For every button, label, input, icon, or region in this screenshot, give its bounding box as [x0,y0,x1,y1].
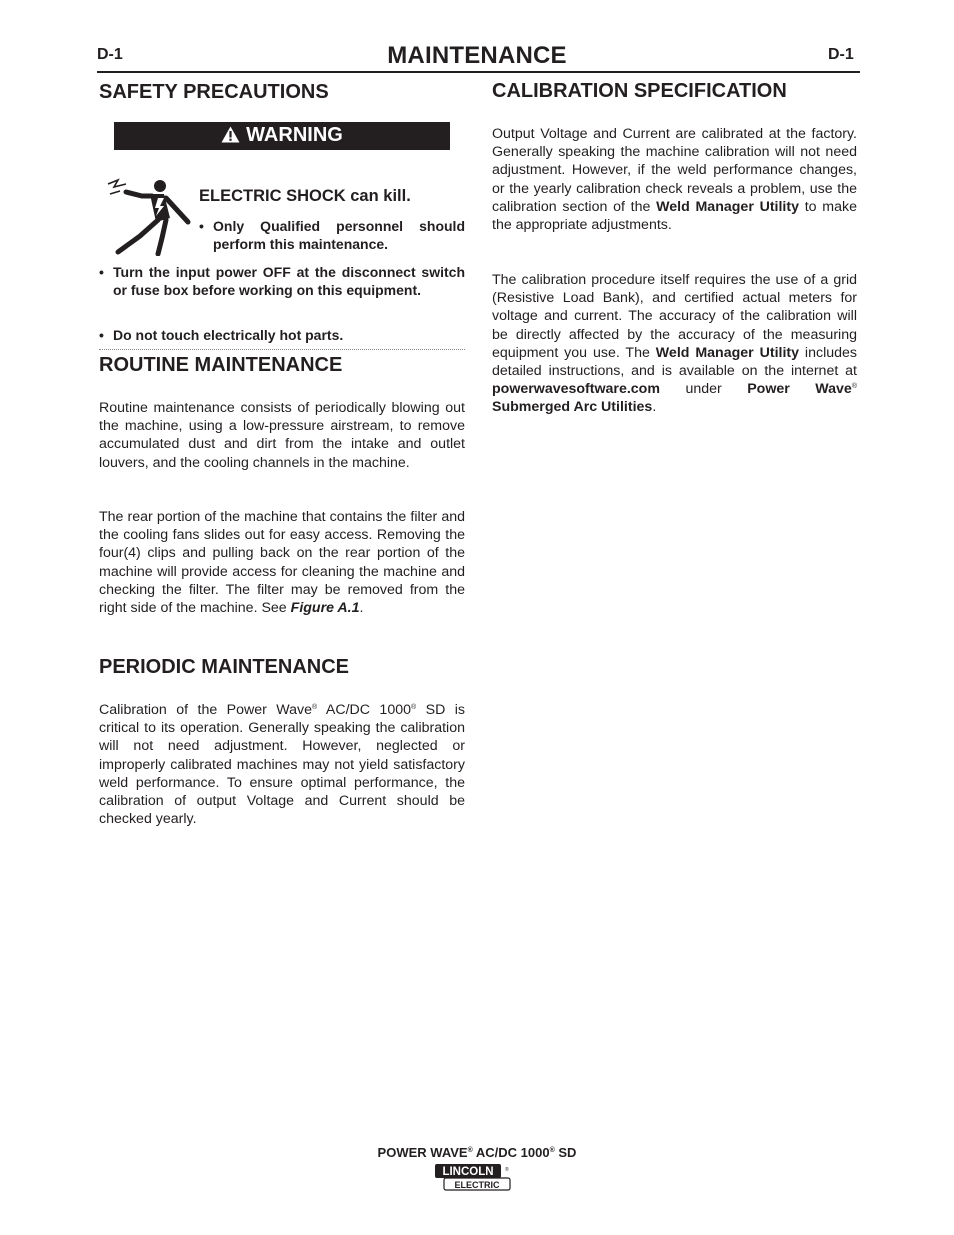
website-url: powerwavesoftware.com [492,381,660,398]
submerged-arc-ref: Submerged Arc Utilities [492,399,653,416]
calibration-heading: CALIBRATION SPECIFICATION [492,80,787,102]
routine-p2-text: The rear portion of the machine that contains the filter and the cooling fans slides out for easy access. Removing the four(4) clips and pulling back on the rear portion of the machine will provide access for cleaning the machine and checking the filter. The filter may be removed from the right side of the machine. See [99,509,465,617]
logo-registered-mark: ® [505,1167,509,1173]
cal-p1-text-a: Output Voltage and Current are calibrated at the factory. Generally speaking the machine calibration will not need adjustment. However, if the weld performance changes, or the yearly calibration check reveals a problem, use the calibration section of the [492,126,857,215]
periodic-paragraph [99,701,465,828]
warning-banner [114,122,450,150]
cal-p2-end: . [652,399,657,416]
safety-precautions-heading: SAFETY PRECAUTIONS [99,81,329,103]
footer-model-c: SD [554,1145,577,1160]
power-wave-ref: Power Wave [747,381,852,398]
warning-triangle-icon [221,126,240,149]
routine-p2-end: . [359,600,364,617]
warning-label: WARNING [246,124,343,146]
electric-shock-title: ELECTRIC SHOCK can kill. [199,187,411,205]
footer-model-name [0,1145,954,1160]
registered-mark: ® [467,1147,473,1154]
cal-p1-text-b: to make the appropriate adjustments. [492,198,857,234]
calibration-paragraph-2 [492,271,857,417]
safety-bullet-hot-parts [99,326,465,346]
safety-bullet-qualified [199,217,465,255]
logo-top-text: LINCOLN [442,1166,494,1178]
calibration-paragraph-1 [492,125,857,234]
periodic-text-b: AC/DC 1000 [317,702,411,718]
section-divider [99,349,465,350]
page-code-right: D-1 [828,46,854,63]
registered-mark: ® [549,1147,555,1154]
lincoln-electric-logo [434,1163,512,1191]
safety-bullet-text: Only Qualified personnel should perform this maintenance. [213,218,465,253]
weld-manager-utility-ref: Weld Manager Utility [656,198,799,215]
page-title: MAINTENANCE [387,42,567,69]
figure-reference: Figure A.1 [290,600,360,617]
periodic-text-a: Calibration of the Power Wave [99,702,313,718]
cal-p2-text-a: The calibration procedure itself requires the use of a grid (Resistive Load Bank), and certified actual meters for voltage and current. The accuracy of the calibration will be directly affected by the accuracy of the measuring equipment you use. The [492,272,857,361]
bullet-glyph: • [99,327,104,343]
bullet-glyph: • [199,218,204,234]
cal-p2-text-c: under [659,381,748,398]
safety-bullet-power-off [99,263,465,319]
routine-paragraph-2 [99,508,465,617]
weld-manager-utility-ref: Weld Manager Utility [655,344,800,361]
routine-maintenance-heading: ROUTINE MAINTENANCE [99,354,343,376]
page-code-left: D-1 [97,46,123,63]
registered-mark: ® [851,383,857,391]
logo-bottom-text: ELECTRIC [454,1180,500,1190]
safety-bullet-text: Do not touch electrically hot parts. [113,327,344,343]
routine-paragraph-1: Routine maintenance consists of periodically blowing out the machine, using a low-pressure airstream, to remove accumulated dust and dirt from the intake and outlet louvers, and the cooling channels in the machine. [99,400,465,471]
safety-bullet-text: Turn the input power OFF at the disconnect switch or fuse box before working on this equipment. [113,264,465,299]
cal-p2-text-b: includes detailed instructions, and is available on the internet at [492,344,857,380]
periodic-text-c: SD is critical to its operation. Generally speaking the calibration will not need adjustment. However, neglected or improperly calibrated machines may not yield satisfactory weld performance. To ensure optimal performance, the calibration of output Voltage and Current should be checked yearly. [99,702,465,828]
electric-shock-icon [106,178,192,256]
header-rule [97,71,860,73]
periodic-maintenance-heading: PERIODIC MAINTENANCE [99,656,350,678]
footer-model-b: AC/DC 1000 [472,1145,550,1160]
bullet-glyph: • [99,264,104,280]
registered-mark: ® [312,704,318,711]
footer-model-a: POWER WAVE [377,1145,468,1160]
registered-mark: ® [411,704,417,711]
